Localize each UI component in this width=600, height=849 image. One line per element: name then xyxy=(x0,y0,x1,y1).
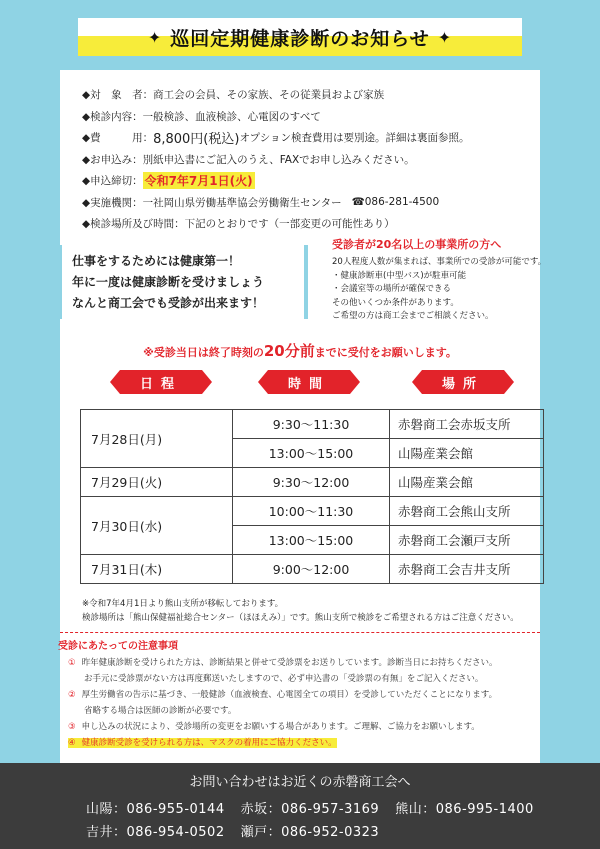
table-row xyxy=(81,468,544,497)
price-value: 8,800円(税込) xyxy=(153,132,240,148)
info-value: 一社岡山県労働基準協会労働衛生センター xyxy=(142,196,342,209)
date-cell: 7月30日(水) xyxy=(81,497,233,555)
group-exam-info xyxy=(332,236,547,324)
phone-akasaka: 赤坂：086-957-3169 xyxy=(240,802,380,817)
table-row xyxy=(81,410,544,439)
table-row xyxy=(81,497,544,526)
place-cell: 赤磐商工会瀬戸支所 xyxy=(390,526,544,555)
info-apply xyxy=(82,149,532,171)
health-callout xyxy=(58,245,308,319)
footer-phones-row1 xyxy=(86,798,550,817)
caution-text: 厚生労働省の告示に基づき、一般健診（血液検査、心電図全ての項目）を受診していただくことになります。 xyxy=(81,690,498,700)
time-cell: 9:00〜12:00 xyxy=(233,555,390,584)
info-label: ◆費 用： xyxy=(82,132,154,145)
star-icon: ✦ xyxy=(437,27,453,47)
footnote-line: 検診場所は「熊山保健福祉総合センター（ほほえみ）」です。熊山支所で検診をご希望される方はご注意ください。 xyxy=(82,613,519,623)
group-line: 20人程度人数が集まれば、事業所での受診が可能です。 xyxy=(332,257,547,267)
phone-sanyo: 山陽：086-955-0144 xyxy=(86,802,225,817)
arrival-notice xyxy=(60,340,540,361)
place-cell: 山陽産業会館 xyxy=(390,439,544,468)
relocation-footnote xyxy=(82,597,519,625)
caution-item xyxy=(58,735,538,751)
caution-num: ① xyxy=(68,658,76,668)
date-cell: 7月29日(火) xyxy=(81,468,233,497)
info-list xyxy=(82,84,532,235)
info-label: ◆対 象 者： xyxy=(82,89,154,102)
info-label: ◆検診場所及び時間： xyxy=(82,218,185,231)
group-line: ・健康診断車(中型バス)が駐車可能 xyxy=(332,270,467,281)
caution-subtext: お手元に受診票がない方は再度郵送いたしますので、必ず申込書の「受診票の有無」をご記入ください。 xyxy=(84,674,484,684)
page-title xyxy=(78,18,522,56)
notice-text: までに受付をお願いします。 xyxy=(314,346,457,359)
info-value: 下記のとおりです（一部変更の可能性あり） xyxy=(184,218,395,231)
place-cell: 赤磐商工会熊山支所 xyxy=(390,497,544,526)
place-cell: 赤磐商工会吉井支所 xyxy=(390,555,544,584)
caution-subtext: 省略する場合は医師の診断が必要です。 xyxy=(84,706,237,716)
info-label: ◆実施機関： xyxy=(82,196,143,209)
info-contents xyxy=(82,106,532,128)
caution-item xyxy=(58,719,538,735)
header-date: 日程 xyxy=(120,370,202,394)
divider xyxy=(60,632,540,633)
callout-line: 年に一度は健康診断を受けましょう xyxy=(72,275,265,289)
info-target xyxy=(82,84,532,106)
star-icon: ✦ xyxy=(147,27,163,47)
caution-text: 健康診断受診を受けられる方は、マスクの着用にご協力ください。 xyxy=(81,738,337,748)
info-label: ◆申込締切： xyxy=(82,175,143,188)
caution-text: 申し込みの状況により、受診場所の変更をお願いする場合があります。ご理解、ご協力をお願いします。 xyxy=(81,722,480,732)
group-line: ご希望の方は商工会までご相談ください。 xyxy=(332,311,494,321)
caution-num: ③ xyxy=(68,722,76,732)
header-time: 時間 xyxy=(268,370,350,394)
info-label: ◆お申込み： xyxy=(82,153,143,166)
group-title: 受診者が20名以上の事業所の方へ xyxy=(332,238,502,251)
phone-seto: 瀬戸：086-952-0323 xyxy=(240,825,380,840)
page-title-text: 巡回定期健康診断のお知らせ xyxy=(170,27,430,50)
caution-num: ② xyxy=(68,690,76,700)
table-row xyxy=(81,555,544,584)
deadline-value: 令和7年7月1日(火) xyxy=(144,174,253,189)
group-line: その他いくつか条件があります。 xyxy=(332,297,459,308)
schedule-table xyxy=(80,409,544,584)
info-value: 別紙申込書にご記入のうえ、FAXでお申し込みください。 xyxy=(142,153,415,166)
footer-title: お問い合わせはお近くの赤磐商工会へ xyxy=(189,775,411,790)
phone-yoshii: 吉井：086-954-0502 xyxy=(86,825,225,840)
callout-line: なんと商工会でも受診が出来ます！ xyxy=(72,296,265,310)
info-value: オプション検査費用は要別途。詳細は裏面参照。 xyxy=(239,132,470,145)
time-cell: 13:00〜15:00 xyxy=(233,439,390,468)
callout-line: 仕事をするためには健康第一！ xyxy=(72,254,241,268)
contact-footer xyxy=(0,763,600,849)
footer-phones-row2 xyxy=(86,821,395,840)
info-value: 一般検診、血液検診、心電図のすべて xyxy=(142,110,321,123)
time-cell: 9:30〜11:30 xyxy=(233,410,390,439)
notice-text: ※受診当日は終了時刻の xyxy=(143,346,264,359)
info-value: 商工会の会員、その家族、その従業員および家族 xyxy=(153,89,385,102)
info-deadline xyxy=(82,170,532,192)
date-cell: 7月28日(月) xyxy=(81,410,233,468)
caution-text: 昨年健康診断を受けられた方は、診断結果と併せて受診票をお送りしています。診断当日にお持ちください。 xyxy=(81,658,498,668)
info-organization xyxy=(82,192,532,214)
time-cell: 13:00〜15:00 xyxy=(233,526,390,555)
caution-title: 受診にあたっての注意事項 xyxy=(58,641,178,652)
info-place-time xyxy=(82,213,532,235)
header-place: 場所 xyxy=(422,370,504,394)
info-cost xyxy=(82,127,532,149)
caution-item xyxy=(58,687,538,703)
caution-section xyxy=(58,637,538,751)
footnote-line: ※令和7年4月1日より熊山支所が移転しております。 xyxy=(82,599,284,609)
time-cell: 9:30〜12:00 xyxy=(233,468,390,497)
place-cell: 赤磐商工会赤坂支所 xyxy=(390,410,544,439)
time-cell: 10:00〜11:30 xyxy=(233,497,390,526)
phone-kumayama: 熊山：086-995-1400 xyxy=(395,802,534,817)
caution-num: ④ xyxy=(68,738,76,748)
date-cell: 7月31日(木) xyxy=(81,555,233,584)
place-cell: 山陽産業会館 xyxy=(390,468,544,497)
phone-number: ☎086-281-4500 xyxy=(351,196,440,209)
info-label: ◆検診内容： xyxy=(82,110,143,123)
caution-item xyxy=(58,655,538,671)
group-line: ・会議室等の場所が確保できる xyxy=(332,284,452,294)
notice-emphasis: 20分前 xyxy=(263,342,315,360)
